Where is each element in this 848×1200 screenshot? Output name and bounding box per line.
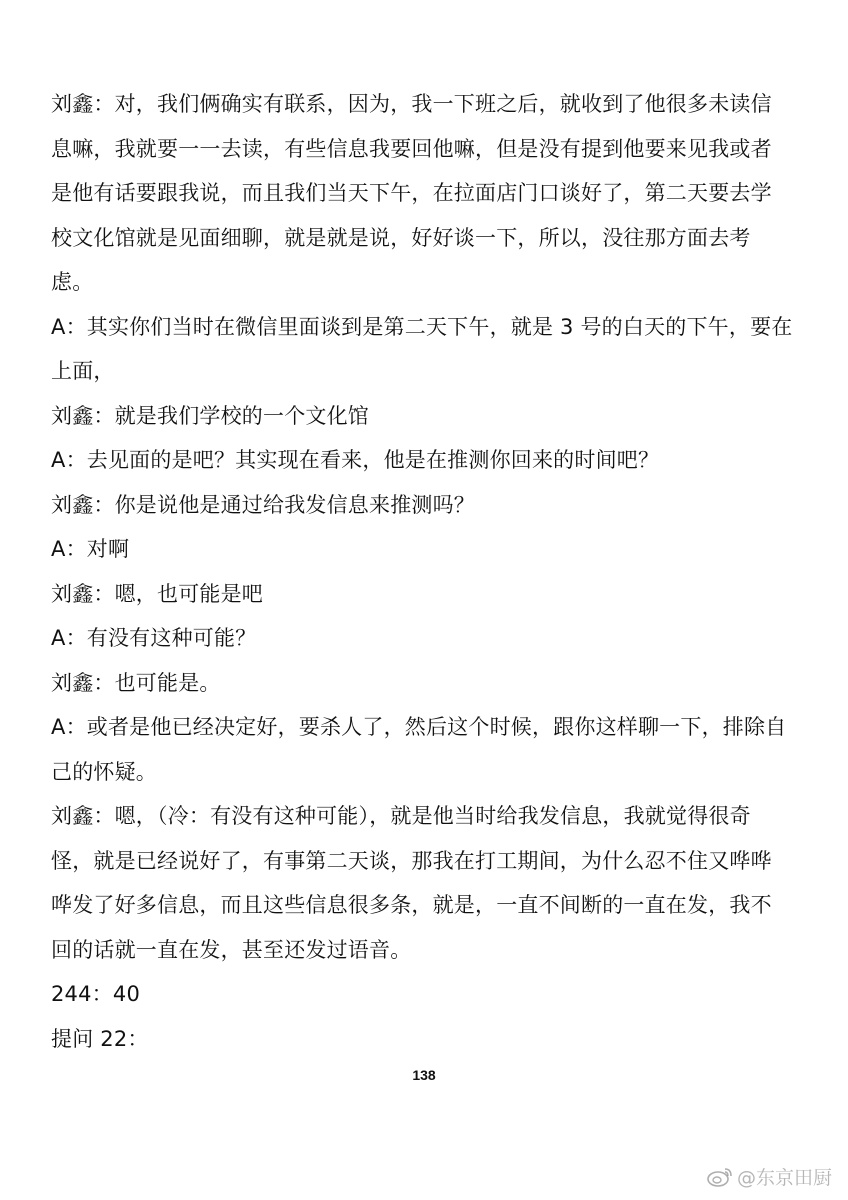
paragraph-a-3 [51, 527, 801, 572]
text-line: 校文化馆就是见面细聊，就是就是说，好好谈一下，所以，没往那方面去考 [51, 225, 751, 250]
text-line: 刘鑫：对，我们俩确实有联系，因为，我一下班之后，就收到了他很多未读信 [51, 92, 772, 116]
text-line: A：对啊 [51, 537, 130, 561]
text-line: 上面， [51, 359, 115, 383]
text-line: A：有没有这种可能？ [51, 626, 257, 650]
paragraph-liuxin-6 [51, 794, 801, 972]
paragraph-a-2 [51, 438, 801, 483]
paragraph-a-5 [51, 705, 801, 794]
weibo-icon [707, 1166, 733, 1188]
paragraph-liuxin-5 [51, 661, 801, 706]
text-line: 是他有话要跟我说，而且我们当天下午，在拉面店门口谈好了，第二天要去学 [51, 181, 772, 205]
text-line: A：或者是他已经决定好，要杀人了，然后这个时候，跟你这样聊一下，排除自 [51, 715, 787, 739]
text-line: A：其实你们当时在微信里面谈到是第二天下午，就是 3 号的白天的下午，要在 [51, 314, 793, 339]
timestamp-line [51, 972, 801, 1017]
paragraph-liuxin-2 [51, 394, 801, 439]
text-line: 虑。 [51, 270, 94, 294]
paragraph-liuxin-4 [51, 572, 801, 617]
question-label [51, 1017, 801, 1062]
text-line: 刘鑫：你是说他是通过给我发信息来推测吗？ [51, 492, 475, 517]
text-line: 刘鑫：嗯，也可能是吧 [51, 581, 263, 606]
text-line: 刘鑫：嗯，（冷：有没有这种可能），就是他当时给我发信息，我就觉得很奇 [51, 804, 751, 828]
transcript-body [51, 82, 801, 1061]
paragraph-liuxin-3 [51, 483, 801, 528]
watermark [707, 1163, 832, 1190]
text-line: 刘鑫：就是我们学校的一个文化馆 [51, 403, 369, 428]
text-line: 哗发了好多信息，而且这些信息很多条，就是，一直不间断的一直在发，我不 [51, 893, 772, 917]
text-line: 提问 22： [51, 1026, 149, 1051]
text-line: 刘鑫：也可能是。 [51, 670, 221, 695]
page-number: 138 [412, 1067, 436, 1083]
text-line: 回的话就一直在发，甚至还发过语音。 [51, 937, 412, 962]
paragraph-a-1 [51, 305, 801, 394]
text-line: 己的怀疑。 [51, 759, 157, 784]
text-line: 244：40 [51, 982, 141, 1006]
text-line: 息嘛，我就要一一去读，有些信息我要回他嘛，但是没有提到他要来见我或者 [51, 136, 772, 161]
watermark-text: @东京田厨 [736, 1167, 832, 1189]
paragraph-a-4 [51, 616, 801, 661]
text-line: 怪，就是已经说好了，有事第二天谈，那我在打工期间，为什么忍不住又哗哗 [51, 848, 772, 873]
text-line: A：去见面的是吧？其实现在看来，他是在推测你回来的时间吧？ [51, 448, 660, 472]
paragraph-liuxin-1 [51, 82, 801, 305]
